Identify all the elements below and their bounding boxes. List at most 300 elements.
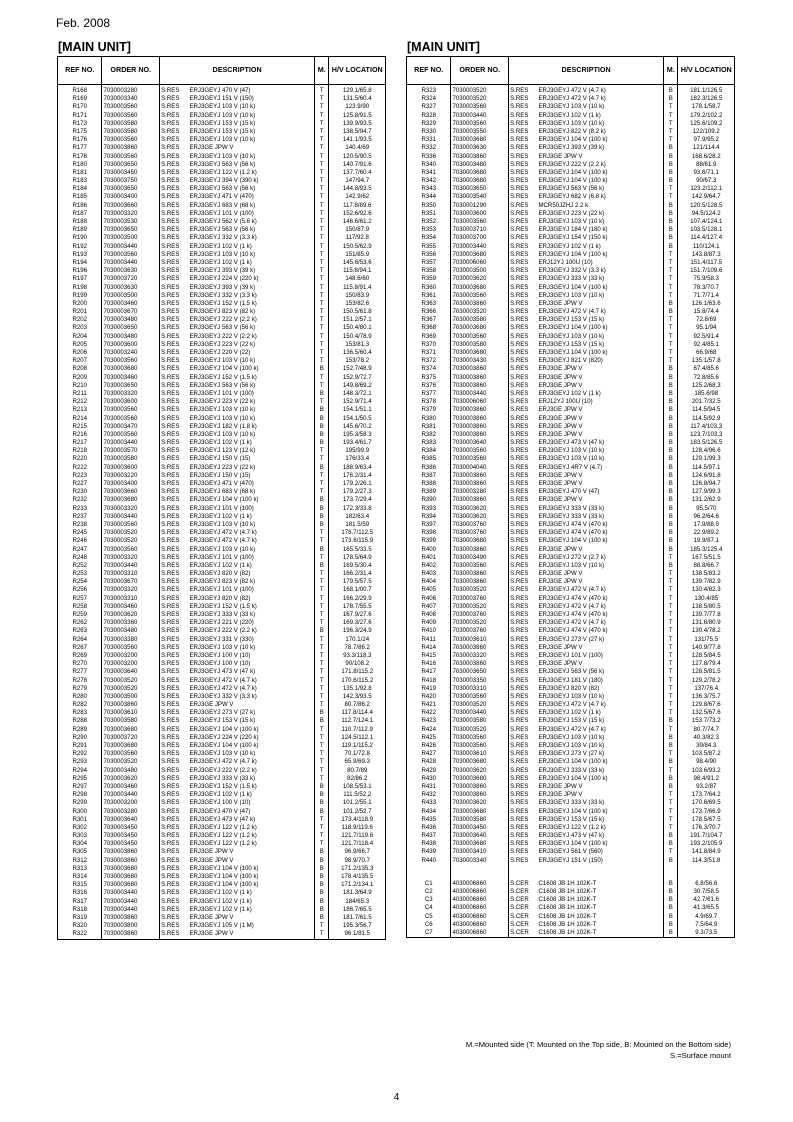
table-cell: B <box>315 717 329 725</box>
table-cell: 7.5/64.9 <box>678 921 735 929</box>
table-cell: S.RES <box>509 808 538 816</box>
table-row <box>58 202 386 210</box>
table-cell: S.RES <box>160 455 189 463</box>
table-row <box>407 816 735 824</box>
table-cell: 96.9/66.7 <box>329 848 386 856</box>
table-cell: R414 <box>407 644 451 652</box>
table-cell: R353 <box>407 226 451 234</box>
table-cell: 7030003600 <box>451 210 509 218</box>
table-cell: ERJ3GEYJ 153 V (15 k) <box>188 128 314 136</box>
table-cell: ERJ3GE JPW V <box>537 423 663 431</box>
table-cell: R196 <box>58 267 102 275</box>
section-title-left: [MAIN UNIT] <box>58 40 131 54</box>
table-cell: 95.5/70 <box>678 505 735 513</box>
footnote-surface-mount: S.=Surface mount <box>670 1051 731 1060</box>
table-cell: R407 <box>407 603 451 611</box>
table-cell: S.RES <box>509 611 538 619</box>
table-cell: ERJ3GEYJ 103 V (10 k) <box>537 734 663 742</box>
table-cell: 145.6/70.2 <box>329 423 386 431</box>
table-cell: 170.6/69.5 <box>678 799 735 807</box>
table-cell: S.CER <box>509 896 538 904</box>
table-cell: S.RES <box>160 881 189 889</box>
table-cell: ERJ3GEYJ 152 V (1.5 k) <box>188 603 314 611</box>
table-cell: S.RES <box>509 169 538 177</box>
table-cell: ERJ3GEYJ 123 V (12 k) <box>188 447 314 455</box>
table-cell: 7030003860 <box>451 153 509 161</box>
table-cell: 149.8/69.2 <box>329 382 386 390</box>
table-cell: 7030003860 <box>102 848 160 856</box>
table-cell: R328 <box>407 112 451 120</box>
table-row <box>407 234 735 242</box>
table-cell: R388 <box>407 480 451 488</box>
table-cell: 185.6/98 <box>678 390 735 398</box>
table-cell: 7030003620 <box>451 275 509 283</box>
table-cell: 7030003520 <box>451 603 509 611</box>
table-cell: R374 <box>407 365 451 373</box>
col-location: H/V LOCATION <box>329 57 386 85</box>
table-cell: R400 <box>407 546 451 554</box>
table-cell: S.RES <box>160 464 189 472</box>
table-cell: 7030003520 <box>451 308 509 316</box>
table-cell: R329 <box>407 120 451 128</box>
table-cell: 7030003200 <box>102 660 160 668</box>
table-cell: 171.8/115.2 <box>329 668 386 676</box>
table-cell: B <box>315 365 329 373</box>
table-cell: 66.9/68 <box>678 349 735 357</box>
table-cell: ERJ3GEYJ 102 V (1 k) <box>188 889 314 897</box>
table-cell: T <box>664 185 678 193</box>
table-cell: B <box>664 783 678 791</box>
table-cell: ERJ3GE JPW V <box>537 791 663 799</box>
table-cell: B <box>315 848 329 856</box>
table-cell: ERJ3GEYJ 103 V (10 k) <box>537 455 663 463</box>
table-cell: S.RES <box>509 791 538 799</box>
table-cell: 120.5/90.5 <box>329 153 386 161</box>
table-cell: R292 <box>58 750 102 758</box>
table-cell: S.RES <box>509 562 538 570</box>
table-cell: 4030006860 <box>451 896 509 904</box>
table-row <box>58 439 386 447</box>
table-cell: ERJ3GEYJ 472 V (4.7 k) <box>537 619 663 627</box>
table-cell: 7030003760 <box>451 521 509 529</box>
table-cell: ERJ3GEYJ 103 V (10 k) <box>188 431 314 439</box>
table-cell: ERJ3GEYJ 473 V (47 k) <box>537 832 663 840</box>
table-cell: S.RES <box>509 333 538 341</box>
table-cell: ERJ3GEYJ 332 V (3.3 k) <box>188 292 314 300</box>
table-cell: 178.5/64.9 <box>329 554 386 562</box>
table-cell: S.CER <box>509 929 538 938</box>
table-cell: R375 <box>407 374 451 382</box>
table-cell: C2 <box>407 888 451 896</box>
table-cell: 94.5/124.2 <box>678 210 735 218</box>
table-cell: 7030003440 <box>102 259 160 267</box>
table-cell: ERJ3GEYJ 100 V (10) <box>188 799 314 807</box>
table-row <box>58 480 386 488</box>
table-cell: 138.5/94.7 <box>329 128 386 136</box>
table-row <box>58 906 386 914</box>
table-cell: R269 <box>58 652 102 660</box>
table-cell: 7030003860 <box>451 365 509 373</box>
table-cell: C1608 JB 1H 102K-T <box>537 921 663 929</box>
table-cell: T <box>664 668 678 676</box>
table-cell: 7030003580 <box>451 717 509 725</box>
table-cell: S.RES <box>509 210 538 218</box>
table-cell: 108.5/53.1 <box>329 783 386 791</box>
table-row <box>58 611 386 619</box>
table-cell: 7030006060 <box>451 259 509 267</box>
table-cell: ERJ3GEYJ 152 V (1.5 k) <box>188 783 314 791</box>
table-cell: S.RES <box>160 259 189 267</box>
table-cell: 144.8/93.5 <box>329 185 386 193</box>
table-cell: 136.3/75.7 <box>678 693 735 701</box>
table-cell: ERJ3GEYJ 103 V (10 k) <box>188 415 314 423</box>
table-cell: 7030006060 <box>451 398 509 406</box>
table-cell: 7030003680 <box>451 177 509 185</box>
table-cell: S.RES <box>160 169 189 177</box>
table-cell: R323 <box>407 85 451 96</box>
table-cell: B <box>315 627 329 635</box>
table-cell: 125.8/91.5 <box>329 112 386 120</box>
table-cell: T <box>315 455 329 463</box>
table-cell: ERJ3GE JPW V <box>537 546 663 554</box>
table-cell: 7030003380 <box>102 636 160 644</box>
table-cell: S.RES <box>160 243 189 251</box>
table-cell: ERJ3GEYJ 563 V (56 k) <box>188 161 314 169</box>
table-row <box>407 750 735 758</box>
table-row <box>58 185 386 193</box>
table-row <box>407 742 735 750</box>
table-cell: B <box>664 464 678 472</box>
table-cell: S.RES <box>160 857 189 865</box>
table-cell: ERJ3GEYJ 153 V (15 k) <box>537 717 663 725</box>
table-cell: T <box>664 619 678 627</box>
table-cell: S.RES <box>509 374 538 382</box>
table-cell: ERJ3GEYJ 820 V (82) <box>188 570 314 578</box>
table-cell: ERJ3GEYJ 393 V (39 k) <box>188 284 314 292</box>
table-cell: 7030003560 <box>451 693 509 701</box>
table-cell: R408 <box>407 611 451 619</box>
table-cell: 128.5/81.5 <box>678 668 735 676</box>
table-row <box>407 904 735 912</box>
table-cell: ERJ3GEYJ 102 V (1 k) <box>188 898 314 906</box>
table-cell: 153/81.3 <box>329 341 386 349</box>
table-cell: B <box>664 857 678 865</box>
table-cell: R341 <box>407 169 451 177</box>
table-cell: B <box>315 865 329 873</box>
table-cell: B <box>664 529 678 537</box>
table-cell: ERJ3GEYJ 103 V (10 k) <box>188 406 314 414</box>
table-cell: 42.7/61.6 <box>678 896 735 904</box>
table-row <box>407 636 735 644</box>
table-row <box>407 546 735 554</box>
table-cell: 114.4/127.4 <box>678 234 735 242</box>
table-cell: ERJ3GEYJ 683 V (68 k) <box>188 202 314 210</box>
table-cell: T <box>664 660 678 668</box>
table-cell: T <box>315 341 329 349</box>
table-cell: S.RES <box>509 546 538 554</box>
table-cell: 7030003680 <box>102 365 160 373</box>
table-cell: 7030003450 <box>102 824 160 832</box>
table-cell: 7030003600 <box>102 341 160 349</box>
table-cell: 129.1/65.8 <box>329 85 386 96</box>
table-cell: S.RES <box>160 431 189 439</box>
table-cell: 137.7/60.4 <box>329 169 386 177</box>
table-cell: T <box>315 750 329 758</box>
table-cell: 7030003750 <box>102 177 160 185</box>
table-row <box>407 161 735 169</box>
table-cell: 7030003680 <box>451 169 509 177</box>
table-cell: R343 <box>407 185 451 193</box>
table-cell: S.RES <box>160 161 189 169</box>
table-cell: 7030003860 <box>451 546 509 554</box>
table-cell: S.RES <box>160 398 189 406</box>
table-cell: ERJ3GEYJ 103 V (10 k) <box>188 357 314 365</box>
table-cell: ERJ3GEYJ 333 V (33 k) <box>537 513 663 521</box>
table-cell: R184 <box>58 185 102 193</box>
table-cell: 152.6/92.6 <box>329 210 386 218</box>
table-row <box>407 578 735 586</box>
table-row <box>407 644 735 652</box>
table-cell: 7030003640 <box>451 832 509 840</box>
table-cell: B <box>664 243 678 251</box>
page-number: 4 <box>393 1092 400 1103</box>
table-row <box>58 267 386 275</box>
table-cell: 179.5/57.5 <box>329 578 386 586</box>
table-cell: 7030003860 <box>451 496 509 504</box>
table-cell: S.RES <box>160 595 189 603</box>
table-cell: S.RES <box>160 488 189 496</box>
table-row <box>58 275 386 283</box>
table-cell: 171.2/134.1 <box>329 881 386 889</box>
table-cell: B <box>664 742 678 750</box>
table-cell: 146.6/61.2 <box>329 218 386 226</box>
table-cell: ERJ3GEYJ 472 V (4.7 k) <box>537 85 663 96</box>
table-cell: R361 <box>407 292 451 300</box>
table-cell: 131.2/62.9 <box>678 496 735 504</box>
table-cell: S.RES <box>160 889 189 897</box>
table-cell: 7030003320 <box>102 210 160 218</box>
parts-table-left <box>57 56 386 940</box>
table-cell: ERJ3GEYJ 100 V (10) <box>188 660 314 668</box>
table-cell: S.RES <box>160 308 189 316</box>
table-row <box>407 398 735 406</box>
table-cell: 7030003520 <box>451 726 509 734</box>
table-cell: R363 <box>407 300 451 308</box>
table-cell: 98.4/91.2 <box>678 775 735 783</box>
table-cell: 7030003560 <box>102 357 160 365</box>
table-row <box>58 660 386 668</box>
table-cell: S.RES <box>160 333 189 341</box>
table-cell: 135.1/92.8 <box>329 685 386 693</box>
table-cell: T <box>315 832 329 840</box>
table-row <box>407 382 735 390</box>
table-cell: R304 <box>58 840 102 848</box>
table-cell: 19.9/87.1 <box>678 537 735 545</box>
table-cell: ERJ3GEYJ 273 V (27 k) <box>537 750 663 758</box>
table-cell: T <box>664 275 678 283</box>
table-cell: S.RES <box>160 586 189 594</box>
table-cell: 119.1/115.2 <box>329 742 386 750</box>
table-cell: S.RES <box>509 95 538 103</box>
table-row <box>407 652 735 660</box>
table-cell: R384 <box>407 447 451 455</box>
table-row <box>407 316 735 324</box>
table-row <box>58 595 386 603</box>
table-row <box>58 423 386 431</box>
table-cell: 7030003680 <box>451 324 509 332</box>
table-cell: 95.1/94 <box>678 324 735 332</box>
table-cell: R197 <box>58 275 102 283</box>
table-cell: ERJ3GEYJ 474 V (470 k) <box>537 595 663 603</box>
table-cell: ERJ3GEYJ 474 V (470 k) <box>537 521 663 529</box>
table-cell: 7030003650 <box>102 382 160 390</box>
footnote-mount-side: M.=Mounted side (T: Mounted on the Top side, B: Mounted on the Bottom side) <box>465 1040 731 1049</box>
table-cell: R187 <box>58 210 102 218</box>
table-cell: R303 <box>58 832 102 840</box>
table-cell: 4030006860 <box>451 921 509 929</box>
table-cell: R206 <box>58 349 102 357</box>
table-cell: R312 <box>58 857 102 865</box>
table-row <box>407 136 735 144</box>
table-row <box>58 505 386 513</box>
table-cell: 137/76.4 <box>678 685 735 693</box>
table-row <box>58 382 386 390</box>
table-cell: T <box>315 488 329 496</box>
table-cell: 7030003580 <box>102 120 160 128</box>
table-cell: 154.1/50.5 <box>329 415 386 423</box>
table-cell: R217 <box>58 439 102 447</box>
table-cell: S.RES <box>509 218 538 226</box>
table-cell: ERJ3GEYJ 103 V (10 k) <box>188 750 314 758</box>
table-row <box>58 693 386 701</box>
table-cell: 173.4/118.9 <box>329 816 386 824</box>
table-cell: 7030003560 <box>102 406 160 414</box>
table-row <box>407 267 735 275</box>
table-cell: T <box>315 529 329 537</box>
table-cell: R298 <box>58 791 102 799</box>
table-cell: 142.9/64.7 <box>678 193 735 201</box>
table-cell: R403 <box>407 570 451 578</box>
table-cell: R422 <box>407 709 451 717</box>
table-cell: S.RES <box>160 668 189 676</box>
table-cell: 150.5/62.9 <box>329 243 386 251</box>
table-cell: 7030003660 <box>102 202 160 210</box>
table-row <box>407 734 735 742</box>
table-cell: 7030003310 <box>451 685 509 693</box>
table-row <box>407 374 735 382</box>
table-row <box>407 496 735 504</box>
table-cell: R331 <box>407 136 451 144</box>
table-cell: 7030003200 <box>102 799 160 807</box>
table-cell: ERJ3GEYJ 153 V (15 k) <box>537 816 663 824</box>
table-cell: S.RES <box>160 709 189 717</box>
table-cell: B <box>664 85 678 96</box>
table-cell: ERJ3GEYJ 153 V (15 k) <box>188 717 314 725</box>
table-cell: T <box>664 267 678 275</box>
table-cell: 114.5/92.9 <box>678 415 735 423</box>
table-row <box>407 505 735 513</box>
table-cell: S.RES <box>509 144 538 152</box>
table-cell: ERJ3GEYJ 103 V (10 k) <box>188 112 314 120</box>
table-cell: S.RES <box>160 275 189 283</box>
table-cell: T <box>315 284 329 292</box>
table-cell <box>678 865 735 880</box>
table-cell: R398 <box>407 529 451 537</box>
table-cell: ERJ3GEYJ 154 V (150 k) <box>537 234 663 242</box>
table-cell: B <box>315 464 329 472</box>
table-row <box>58 112 386 120</box>
table-cell: 7030003680 <box>451 136 509 144</box>
table-cell: R314 <box>58 873 102 881</box>
table-cell: ERJ3GEYJ 472 V (4.7 k) <box>188 758 314 766</box>
table-cell: B <box>664 431 678 439</box>
table-cell: 7030003860 <box>102 701 160 709</box>
table-row <box>407 177 735 185</box>
table-cell: T <box>664 136 678 144</box>
table-cell: R220 <box>58 455 102 463</box>
table-cell: ERJ3GEYJ 394 V (390 k) <box>188 177 314 185</box>
table-cell: S.RES <box>160 103 189 111</box>
table-cell: ERJ3GEYJ 103 V (10 k) <box>188 103 314 111</box>
table-cell: B <box>664 505 678 513</box>
table-cell: B <box>664 406 678 414</box>
table-cell: B <box>664 161 678 169</box>
table-cell: S.CER <box>509 888 538 896</box>
table-cell: R426 <box>407 742 451 750</box>
table-cell: T <box>664 799 678 807</box>
table-cell: S.RES <box>160 783 189 791</box>
table-cell: ERJ3GEYJ 223 V (22 k) <box>188 464 314 472</box>
table-cell: B <box>315 799 329 807</box>
table-cell: ERJ3GEYJ 103 V (10 k) <box>188 546 314 554</box>
table-cell: R209 <box>58 374 102 382</box>
table-cell: 135.1/57.8 <box>678 357 735 365</box>
table-cell: 7030003440 <box>102 898 160 906</box>
table-cell: R277 <box>58 668 102 676</box>
table-cell: R315 <box>58 881 102 889</box>
table-cell: S.RES <box>509 824 538 832</box>
table-cell: 7030003610 <box>102 709 160 717</box>
col-location: H/V LOCATION <box>678 57 735 85</box>
table-cell: S.RES <box>509 177 538 185</box>
table-cell: ERJ3GEYJ 224 V (220 k) <box>188 275 314 283</box>
table-cell: 7030003860 <box>451 374 509 382</box>
table-cell: S.RES <box>160 218 189 226</box>
table-cell: T <box>315 660 329 668</box>
table-cell: S.RES <box>160 685 189 693</box>
table-cell: 7030003440 <box>451 243 509 251</box>
table-cell: R387 <box>407 472 451 480</box>
table-cell: ERJ3GEYJ 153 V (15 k) <box>537 316 663 324</box>
table-cell: 7030003520 <box>451 586 509 594</box>
table-cell: 151.4/117.5 <box>678 259 735 267</box>
table-cell: B <box>664 177 678 185</box>
table-cell: 179.2/26.1 <box>329 480 386 488</box>
table-cell: 7030003560 <box>451 742 509 750</box>
table-cell: T <box>315 586 329 594</box>
table-cell: 90/108.2 <box>329 660 386 668</box>
table-row <box>407 406 735 414</box>
table-cell: R360 <box>407 284 451 292</box>
table-cell: B <box>315 439 329 447</box>
table-cell: R246 <box>58 537 102 545</box>
table-cell: C7 <box>407 929 451 938</box>
table-cell: 7030003560 <box>102 750 160 758</box>
table-cell: 148.6/60 <box>329 275 386 283</box>
table-cell: ERJ3GE JPW V <box>537 570 663 578</box>
table-cell: T <box>315 85 329 96</box>
table-cell: 7030003620 <box>102 611 160 619</box>
